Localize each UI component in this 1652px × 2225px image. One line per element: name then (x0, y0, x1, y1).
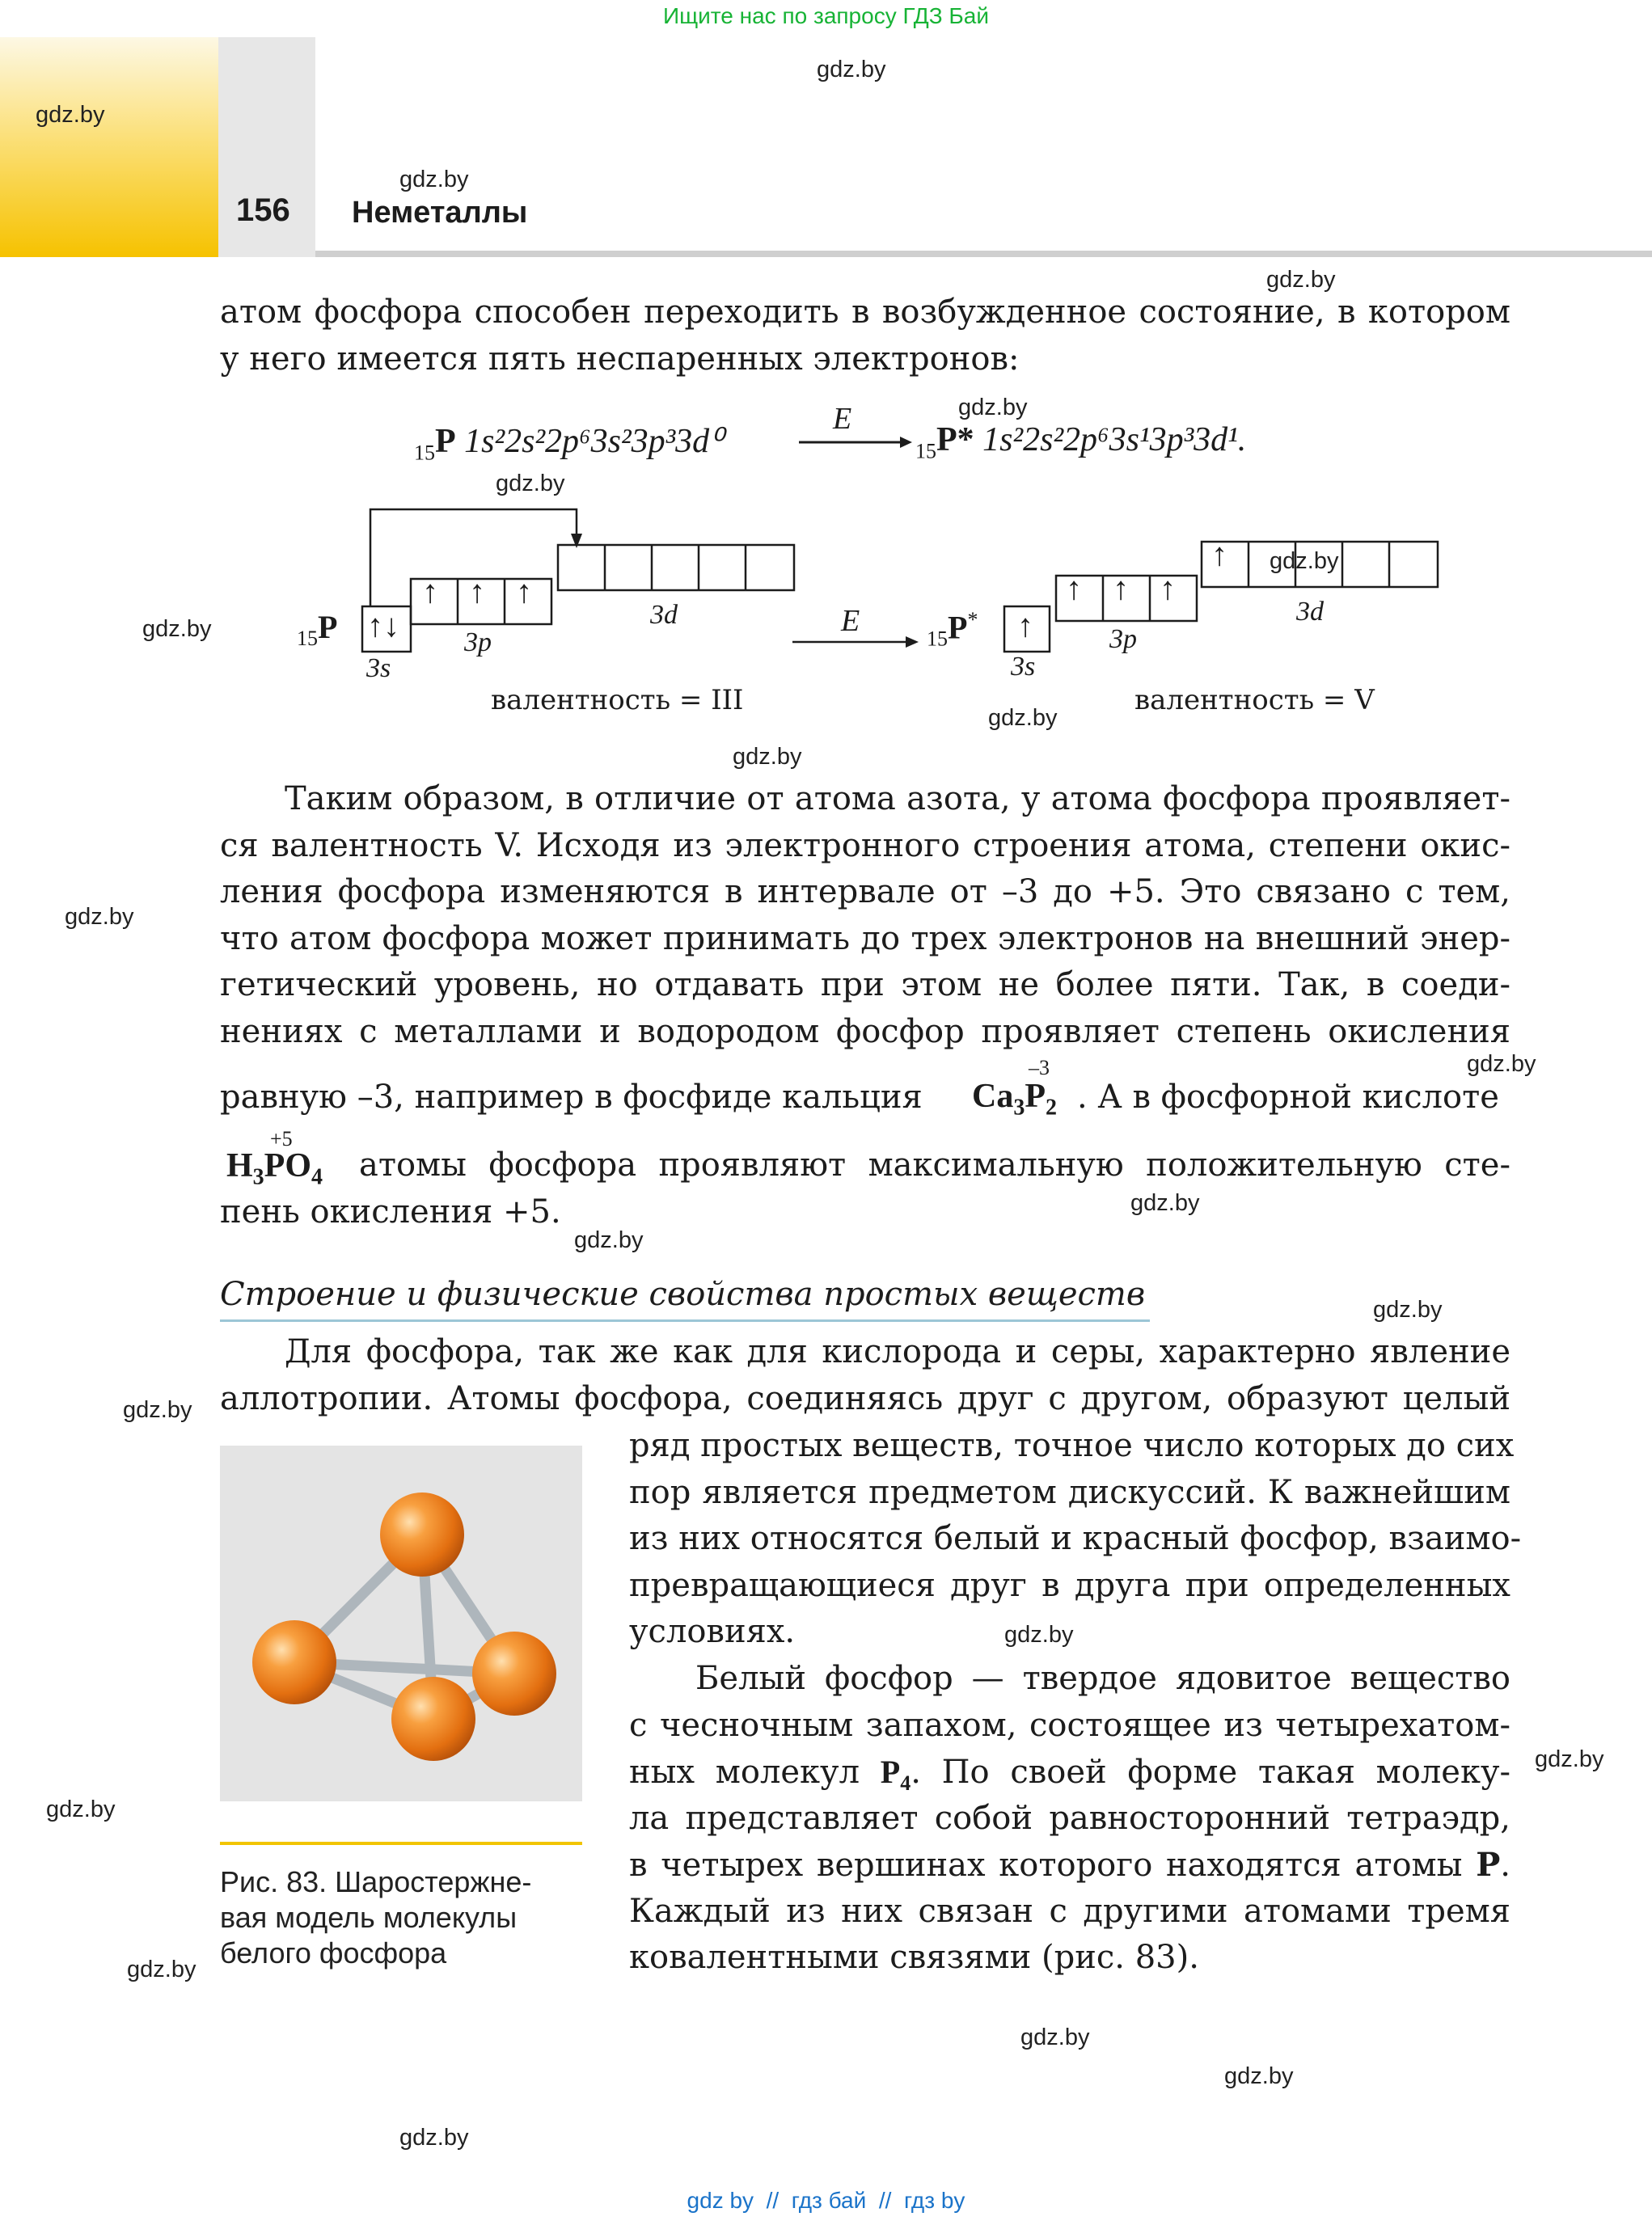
electron-3p-1: ↑ (1066, 570, 1082, 606)
bold-p: P (1476, 1846, 1501, 1884)
text-line: ковалентными связями (рис. 83). (629, 1939, 1199, 1976)
watermark: gdz.by (574, 1227, 644, 1253)
atomic-number: 15 (297, 627, 318, 650)
atom-top (380, 1492, 464, 1577)
paragraph-allotropy (220, 1329, 1510, 1422)
left-atom-label (297, 608, 337, 651)
watermark: gdz.by (958, 395, 1028, 420)
footer-link-gdz-bai[interactable]: гдз бай (791, 2188, 867, 2213)
h-symbol: H (226, 1147, 253, 1184)
ground-config: 1s²2s²2p⁶3s²3p³3d⁰ (464, 423, 723, 460)
text-line-with-bold (629, 1842, 1510, 1889)
watermark: gdz.by (1004, 1622, 1074, 1648)
text-line: аллотропии. Атомы фосфора, соединяясь друг с другом, образуют целый (220, 1379, 1510, 1417)
text-line: превращающиеся друг в друга при определенных (629, 1566, 1510, 1604)
valence-left: валентность = III (491, 684, 744, 716)
figure-white-phosphorus (220, 1446, 582, 1801)
p-symbol: P (1025, 1078, 1046, 1115)
watermark: gdz.by (1130, 1190, 1200, 1216)
watermark: gdz.by (123, 1397, 192, 1423)
p-index: 4 (900, 1771, 911, 1795)
right-atom-label (927, 608, 978, 651)
text-line: из них относятся белый и красный фосфор, взаимо- (629, 1520, 1522, 1557)
sublevel-label-3p: 3p (464, 627, 492, 657)
text-line: Каждый из них связан с другими атомами тремя (629, 1892, 1510, 1930)
transition-arrowhead (571, 534, 582, 548)
text-line: гетический уровень, но отдавать при этом не более пяти. Так, в соеди- (220, 966, 1510, 1003)
reaction-arrow (799, 430, 912, 454)
text-line: ления фосфора изменяются в интервале от –3 до +5. Это связано с тем, (220, 873, 1510, 910)
watermark: gdz.by (1270, 548, 1339, 574)
corner-accent (0, 37, 218, 257)
caption-line: вая модель молекулы (220, 1901, 518, 1934)
text-line: . А в фосфорной кислоте (1077, 1079, 1499, 1116)
formula-ca3p2 (972, 1077, 1057, 1121)
footer-link-gdz-by-cyr[interactable]: гдз by (903, 2188, 965, 2213)
watermark: gdz.by (1224, 2063, 1294, 2089)
text-line: Белый фосфор — твердое ядовитое вещество (695, 1660, 1510, 1697)
text-line: пор является предметом дискуссий. К важнейшим (629, 1473, 1510, 1511)
text-line: ся валентность V. Исходя из электронного строения атома, степени окис- (220, 826, 1510, 864)
element-symbol: P (318, 609, 338, 645)
text-line: у него имеется пять неспаренных электронов: (220, 340, 1020, 378)
electron-3p-1: ↑ (422, 573, 438, 610)
watermark: gdz.by (988, 705, 1058, 731)
watermark: gdz.by (399, 2125, 469, 2151)
watermark: gdz.by (127, 1957, 196, 1982)
electron-config-formula (414, 420, 723, 465)
watermark: gdz.by (1266, 267, 1336, 293)
footer-link-gdz-by[interactable]: gdz by (687, 2188, 754, 2213)
watermark: gdz.by (1467, 1051, 1536, 1077)
watermark: gdz.by (496, 471, 565, 496)
paired-electrons: ↑↓ (367, 607, 399, 644)
text-line: условиях. (629, 1613, 796, 1650)
excitation-arrowhead (906, 636, 919, 648)
sublevel-label-3p: 3p (1109, 624, 1137, 654)
text-line: ла представляет собой равносторонний тетраэдр, (629, 1799, 1510, 1837)
watermark: gdz.by (733, 744, 802, 770)
text-fragment: ных молекул (629, 1754, 860, 1791)
sublevel-label-3s: 3s (366, 653, 391, 683)
figure-caption (220, 1864, 531, 1971)
watermark: gdz.by (399, 167, 469, 192)
ca-symbol: Ca (972, 1078, 1014, 1115)
arrow-label: E (833, 402, 852, 436)
top-banner-link[interactable]: Ищите нас по запросу ГДЗ Бай (662, 3, 990, 28)
paragraph-white-phosphorus (629, 1656, 1510, 1982)
text-line: что атом фосфора может принимать до трех электронов на внешний энер- (220, 919, 1510, 957)
tetrahedron-model (220, 1446, 582, 1801)
watermark: gdz.by (36, 102, 105, 128)
text-fragment: . (1500, 1847, 1511, 1884)
text-line: с чесночным запахом, состоящее из четырехатом- (629, 1706, 1510, 1744)
excited-config: 1s²2s²2p⁶3s¹3p³3d¹. (982, 421, 1247, 458)
electron-3d-1: ↑ (1211, 536, 1227, 572)
p-symbol: P (880, 1754, 901, 1790)
watermark: gdz.by (817, 57, 886, 82)
text-line: Для фосфора, так же как для кислорода и серы, характерно явление (285, 1333, 1510, 1370)
atomic-number: 15 (414, 441, 435, 465)
intro-paragraph (220, 289, 1510, 382)
text-line: пень окисления +5. (220, 1193, 561, 1231)
oxidation-state-minus3: –3 (1029, 1056, 1050, 1079)
atom-left (252, 1620, 336, 1704)
sublevel-label-3s: 3s (1011, 652, 1036, 682)
electron-3p-3: ↑ (1160, 570, 1176, 606)
atom-right (472, 1632, 556, 1716)
page-title: Неметаллы (352, 196, 528, 230)
electron-3p-2: ↑ (1113, 570, 1129, 606)
watermark: gdz.by (1535, 1746, 1604, 1772)
ca-index: 3 (1013, 1095, 1025, 1121)
text-line: атом фосфора способен переходить в возбужденное состояние, в котором (220, 293, 1510, 331)
text-fragment: в четырех вершинах которого находятся атомы (629, 1847, 1463, 1884)
sublevel-label-3d: 3d (1296, 597, 1324, 627)
formula-h3po4 (226, 1146, 323, 1190)
excitation-label: E (841, 604, 860, 638)
formula-p4 (880, 1754, 911, 1795)
po-symbol: PO (264, 1147, 311, 1184)
electron-3s: ↑ (1017, 607, 1033, 644)
element-symbol: P (948, 609, 968, 646)
text-line: равную –3, например в фосфиде кальция (220, 1079, 923, 1116)
element-symbol: P* (936, 421, 974, 458)
text-line-with-formula (629, 1749, 1510, 1796)
excited-star: * (967, 608, 978, 631)
watermark: gdz.by (1373, 1297, 1443, 1323)
footer-separator: // (878, 2188, 892, 2213)
caption-rule (220, 1842, 582, 1845)
text-line: ряд простых веществ, точное число которых до сих (629, 1427, 1515, 1464)
element-symbol: P (435, 423, 456, 460)
text-fragment: . По своей форме такая молеку- (911, 1754, 1511, 1791)
atom-front (391, 1677, 475, 1761)
electron-3p-2: ↑ (469, 573, 485, 610)
footer-links (0, 2188, 1652, 2214)
o-index: 4 (311, 1164, 323, 1190)
excited-config-formula (915, 420, 1246, 463)
text-line: Таким образом, в отличие от атома азота, у атома фосфора проявляет- (285, 780, 1510, 817)
watermark: gdz.by (142, 616, 212, 642)
page-number: 156 (236, 192, 290, 228)
valence-right: валентность = V (1134, 684, 1375, 716)
paragraph-allotropy-cont (629, 1423, 1522, 1656)
oxidation-state-plus5: +5 (270, 1127, 293, 1150)
atomic-number: 15 (915, 439, 936, 463)
footer-separator: // (766, 2188, 780, 2213)
text-line: атомы фосфора проявляют максимальную положительную сте- (359, 1146, 1510, 1184)
text-line: нениях с металлами и водородом фосфор проявляет степень окисления (220, 1012, 1510, 1050)
watermark: gdz.by (65, 904, 134, 930)
section-title-underline (220, 1319, 1150, 1322)
caption-line: белого фосфора (220, 1936, 447, 1970)
header-rule (315, 251, 1652, 257)
watermark: gdz.by (46, 1796, 116, 1822)
p-index: 2 (1046, 1095, 1057, 1121)
caption-line: Рис. 83. Шаростержне- (220, 1865, 532, 1898)
paragraph-oxidation-states (220, 776, 1510, 1055)
section-title: Строение и физические свойства простых веществ (220, 1276, 1146, 1313)
watermark: gdz.by (1020, 2024, 1090, 2050)
h-index: 3 (252, 1164, 264, 1190)
sublevel-label-3d: 3d (650, 600, 678, 630)
electron-3p-3: ↑ (516, 573, 532, 610)
atomic-number: 15 (927, 627, 948, 651)
